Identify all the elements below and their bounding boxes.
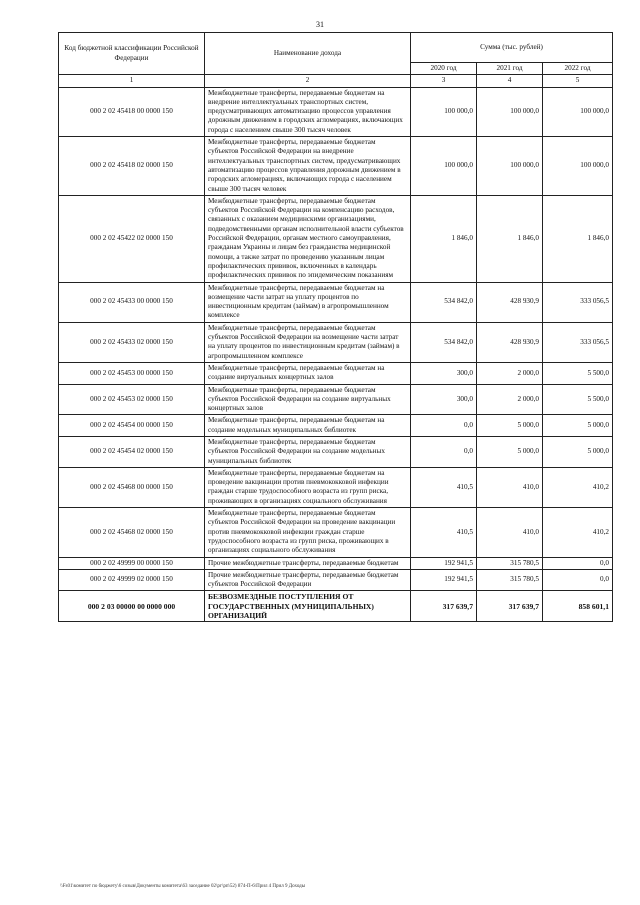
- row-code: 000 2 02 45418 00 0000 150: [59, 87, 205, 136]
- row-2021: 428 930,9: [477, 282, 543, 322]
- row-2022: 5 000,0: [543, 436, 613, 467]
- total-2022: 858 601,1: [543, 591, 613, 622]
- row-2020: 192 941,5: [411, 557, 477, 569]
- row-code: 000 2 02 49999 00 0000 150: [59, 557, 205, 569]
- table-row: [59, 322, 613, 362]
- row-2021: 428 930,9: [477, 322, 543, 362]
- row-name: Межбюджетные трансферты, передаваемые бюджетам на внедрение интеллектуальных транспортных систем, предусматривающих автоматизацию процессов управления дорожным движением в городских агломерациях, включающих города с населением свыше 300 тысяч человек: [205, 87, 411, 136]
- row-2021: 315 780,5: [477, 569, 543, 591]
- header-sum: Сумма (тыс. рублей): [411, 33, 613, 63]
- row-name: Прочие межбюджетные трансферты, передаваемые бюджетам субъектов Российской Федерации: [205, 569, 411, 591]
- row-name: Межбюджетные трансферты, передаваемые бюджетам на возмещение части затрат на уплату процентов по инвестиционным кредитам (займам) в агропромышленном комплексе: [205, 282, 411, 322]
- file-path-footer: \\Fs01\комитет по бюджету\6 созыв\Документы комитета\63 заседание 02\рг\рп\52) 874-П-6\Прил 4 Прил 9 Доходы: [60, 884, 306, 889]
- row-2022: 100 000,0: [543, 87, 613, 136]
- table-row: [59, 467, 613, 507]
- row-name: Межбюджетные трансферты, передаваемые бюджетам субъектов Российской Федерации на создание модельных муниципальных библиотек: [205, 436, 411, 467]
- total-row: [59, 591, 613, 622]
- row-code: 000 2 02 45468 02 0000 150: [59, 508, 205, 557]
- row-2020: 0,0: [411, 415, 477, 437]
- row-2021: 5 000,0: [477, 415, 543, 437]
- row-2020: 410,5: [411, 467, 477, 507]
- row-2022: 1 846,0: [543, 195, 613, 282]
- row-2020: 1 846,0: [411, 195, 477, 282]
- row-2020: 534 842,0: [411, 322, 477, 362]
- col-number-4: 4: [477, 75, 543, 87]
- total-2020: 317 639,7: [411, 591, 477, 622]
- table-row: [59, 137, 613, 196]
- row-2020: 534 842,0: [411, 282, 477, 322]
- row-name: Межбюджетные трансферты, передаваемые бюджетам на создание модельных муниципальных библиотек: [205, 415, 411, 437]
- row-2022: 0,0: [543, 569, 613, 591]
- table-row: [59, 87, 613, 136]
- row-2020: 100 000,0: [411, 137, 477, 196]
- row-code: 000 2 02 45454 02 0000 150: [59, 436, 205, 467]
- row-code: 000 2 02 45422 02 0000 150: [59, 195, 205, 282]
- row-name: Межбюджетные трансферты, передаваемые бюджетам на создание виртуальных концертных залов: [205, 362, 411, 384]
- row-2020: 100 000,0: [411, 87, 477, 136]
- table-row: [59, 569, 613, 591]
- row-code: 000 2 02 45453 00 0000 150: [59, 362, 205, 384]
- revenue-table: [58, 32, 613, 622]
- row-2022: 410,2: [543, 467, 613, 507]
- row-2020: 300,0: [411, 384, 477, 415]
- row-name: Межбюджетные трансферты, передаваемые бюджетам на проведение вакцинации против пневмококковой инфекции граждан старше трудоспособного возраста из групп риска, проживающих в организациях социального обслуживания: [205, 467, 411, 507]
- row-2022: 5 500,0: [543, 362, 613, 384]
- row-2021: 2 000,0: [477, 384, 543, 415]
- table-row: [59, 436, 613, 467]
- header-code: Код бюджетной классификации Российской Федерации: [59, 33, 205, 75]
- row-2021: 410,0: [477, 467, 543, 507]
- row-2022: 5 000,0: [543, 415, 613, 437]
- row-2022: 0,0: [543, 557, 613, 569]
- row-2021: 100 000,0: [477, 87, 543, 136]
- page-number: 31: [316, 20, 324, 29]
- header-year-2020: 2020 год: [411, 63, 477, 75]
- total-2021: 317 639,7: [477, 591, 543, 622]
- row-2021: 100 000,0: [477, 137, 543, 196]
- table-row: [59, 415, 613, 437]
- row-name: Межбюджетные трансферты, передаваемые бюджетам субъектов Российской Федерации на возмещение части затрат на уплату процентов по инвестиционным кредитам (займам) в агропромышленном комплексе: [205, 322, 411, 362]
- col-number-5: 5: [543, 75, 613, 87]
- table-row: [59, 557, 613, 569]
- row-name: Межбюджетные трансферты, передаваемые бюджетам субъектов Российской Федерации на компенсацию расходов, связанных с оказанием медицинскими организациями, подведомственными органам исполнительной власти субъектов Российской Федерации, органам местного самоуправления, гражданам Украины и лицам без гражданства медицинской помощи, а также затрат по проведению указанным лицам профилактических прививок, включенных в календарь профилактических прививок по эпидемическим показаниям: [205, 195, 411, 282]
- header-name: Наименование дохода: [205, 33, 411, 75]
- row-code: 000 2 02 45433 02 0000 150: [59, 322, 205, 362]
- row-2022: 5 500,0: [543, 384, 613, 415]
- row-2021: 2 000,0: [477, 362, 543, 384]
- row-2020: 410,5: [411, 508, 477, 557]
- row-2020: 300,0: [411, 362, 477, 384]
- row-code: 000 2 02 49999 02 0000 150: [59, 569, 205, 591]
- table-row: [59, 362, 613, 384]
- row-2020: 192 941,5: [411, 569, 477, 591]
- row-2020: 0,0: [411, 436, 477, 467]
- row-2022: 333 056,5: [543, 282, 613, 322]
- row-code: 000 2 02 45433 00 0000 150: [59, 282, 205, 322]
- table-row: [59, 384, 613, 415]
- row-code: 000 2 02 45468 00 0000 150: [59, 467, 205, 507]
- total-name: БЕЗВОЗМЕЗДНЫЕ ПОСТУПЛЕНИЯ ОТ ГОСУДАРСТВЕННЫХ (МУНИЦИПАЛЬНЫХ) ОРГАНИЗАЦИЙ: [205, 591, 411, 622]
- row-code: 000 2 02 45418 02 0000 150: [59, 137, 205, 196]
- row-2022: 100 000,0: [543, 137, 613, 196]
- row-2021: 5 000,0: [477, 436, 543, 467]
- col-number-2: 2: [205, 75, 411, 87]
- header-year-2021: 2021 год: [477, 63, 543, 75]
- row-name: Прочие межбюджетные трансферты, передаваемые бюджетам: [205, 557, 411, 569]
- table-row: [59, 508, 613, 557]
- row-2021: 1 846,0: [477, 195, 543, 282]
- row-code: 000 2 02 45453 02 0000 150: [59, 384, 205, 415]
- row-name: Межбюджетные трансферты, передаваемые бюджетам субъектов Российской Федерации на проведение вакцинации против пневмококковой инфекции граждан старше трудоспособного возраста из групп риска, проживающих в организациях социального обслуживания: [205, 508, 411, 557]
- header-year-2022: 2022 год: [543, 63, 613, 75]
- col-number-1: 1: [59, 75, 205, 87]
- row-code: 000 2 02 45454 00 0000 150: [59, 415, 205, 437]
- table-row: [59, 282, 613, 322]
- table-row: [59, 195, 613, 282]
- row-2022: 333 056,5: [543, 322, 613, 362]
- row-2021: 315 780,5: [477, 557, 543, 569]
- row-2021: 410,0: [477, 508, 543, 557]
- total-code: 000 2 03 00000 00 0000 000: [59, 591, 205, 622]
- row-2022: 410,2: [543, 508, 613, 557]
- row-name: Межбюджетные трансферты, передаваемые бюджетам субъектов Российской Федерации на создание виртуальных концертных залов: [205, 384, 411, 415]
- row-name: Межбюджетные трансферты, передаваемые бюджетам субъектов Российской Федерации на внедрение интеллектуальных транспортных систем, предусматривающих автоматизацию процессов управления дорожным движением в городских агломерациях, включающих города с населением свыше 300 тысяч человек: [205, 137, 411, 196]
- col-number-3: 3: [411, 75, 477, 87]
